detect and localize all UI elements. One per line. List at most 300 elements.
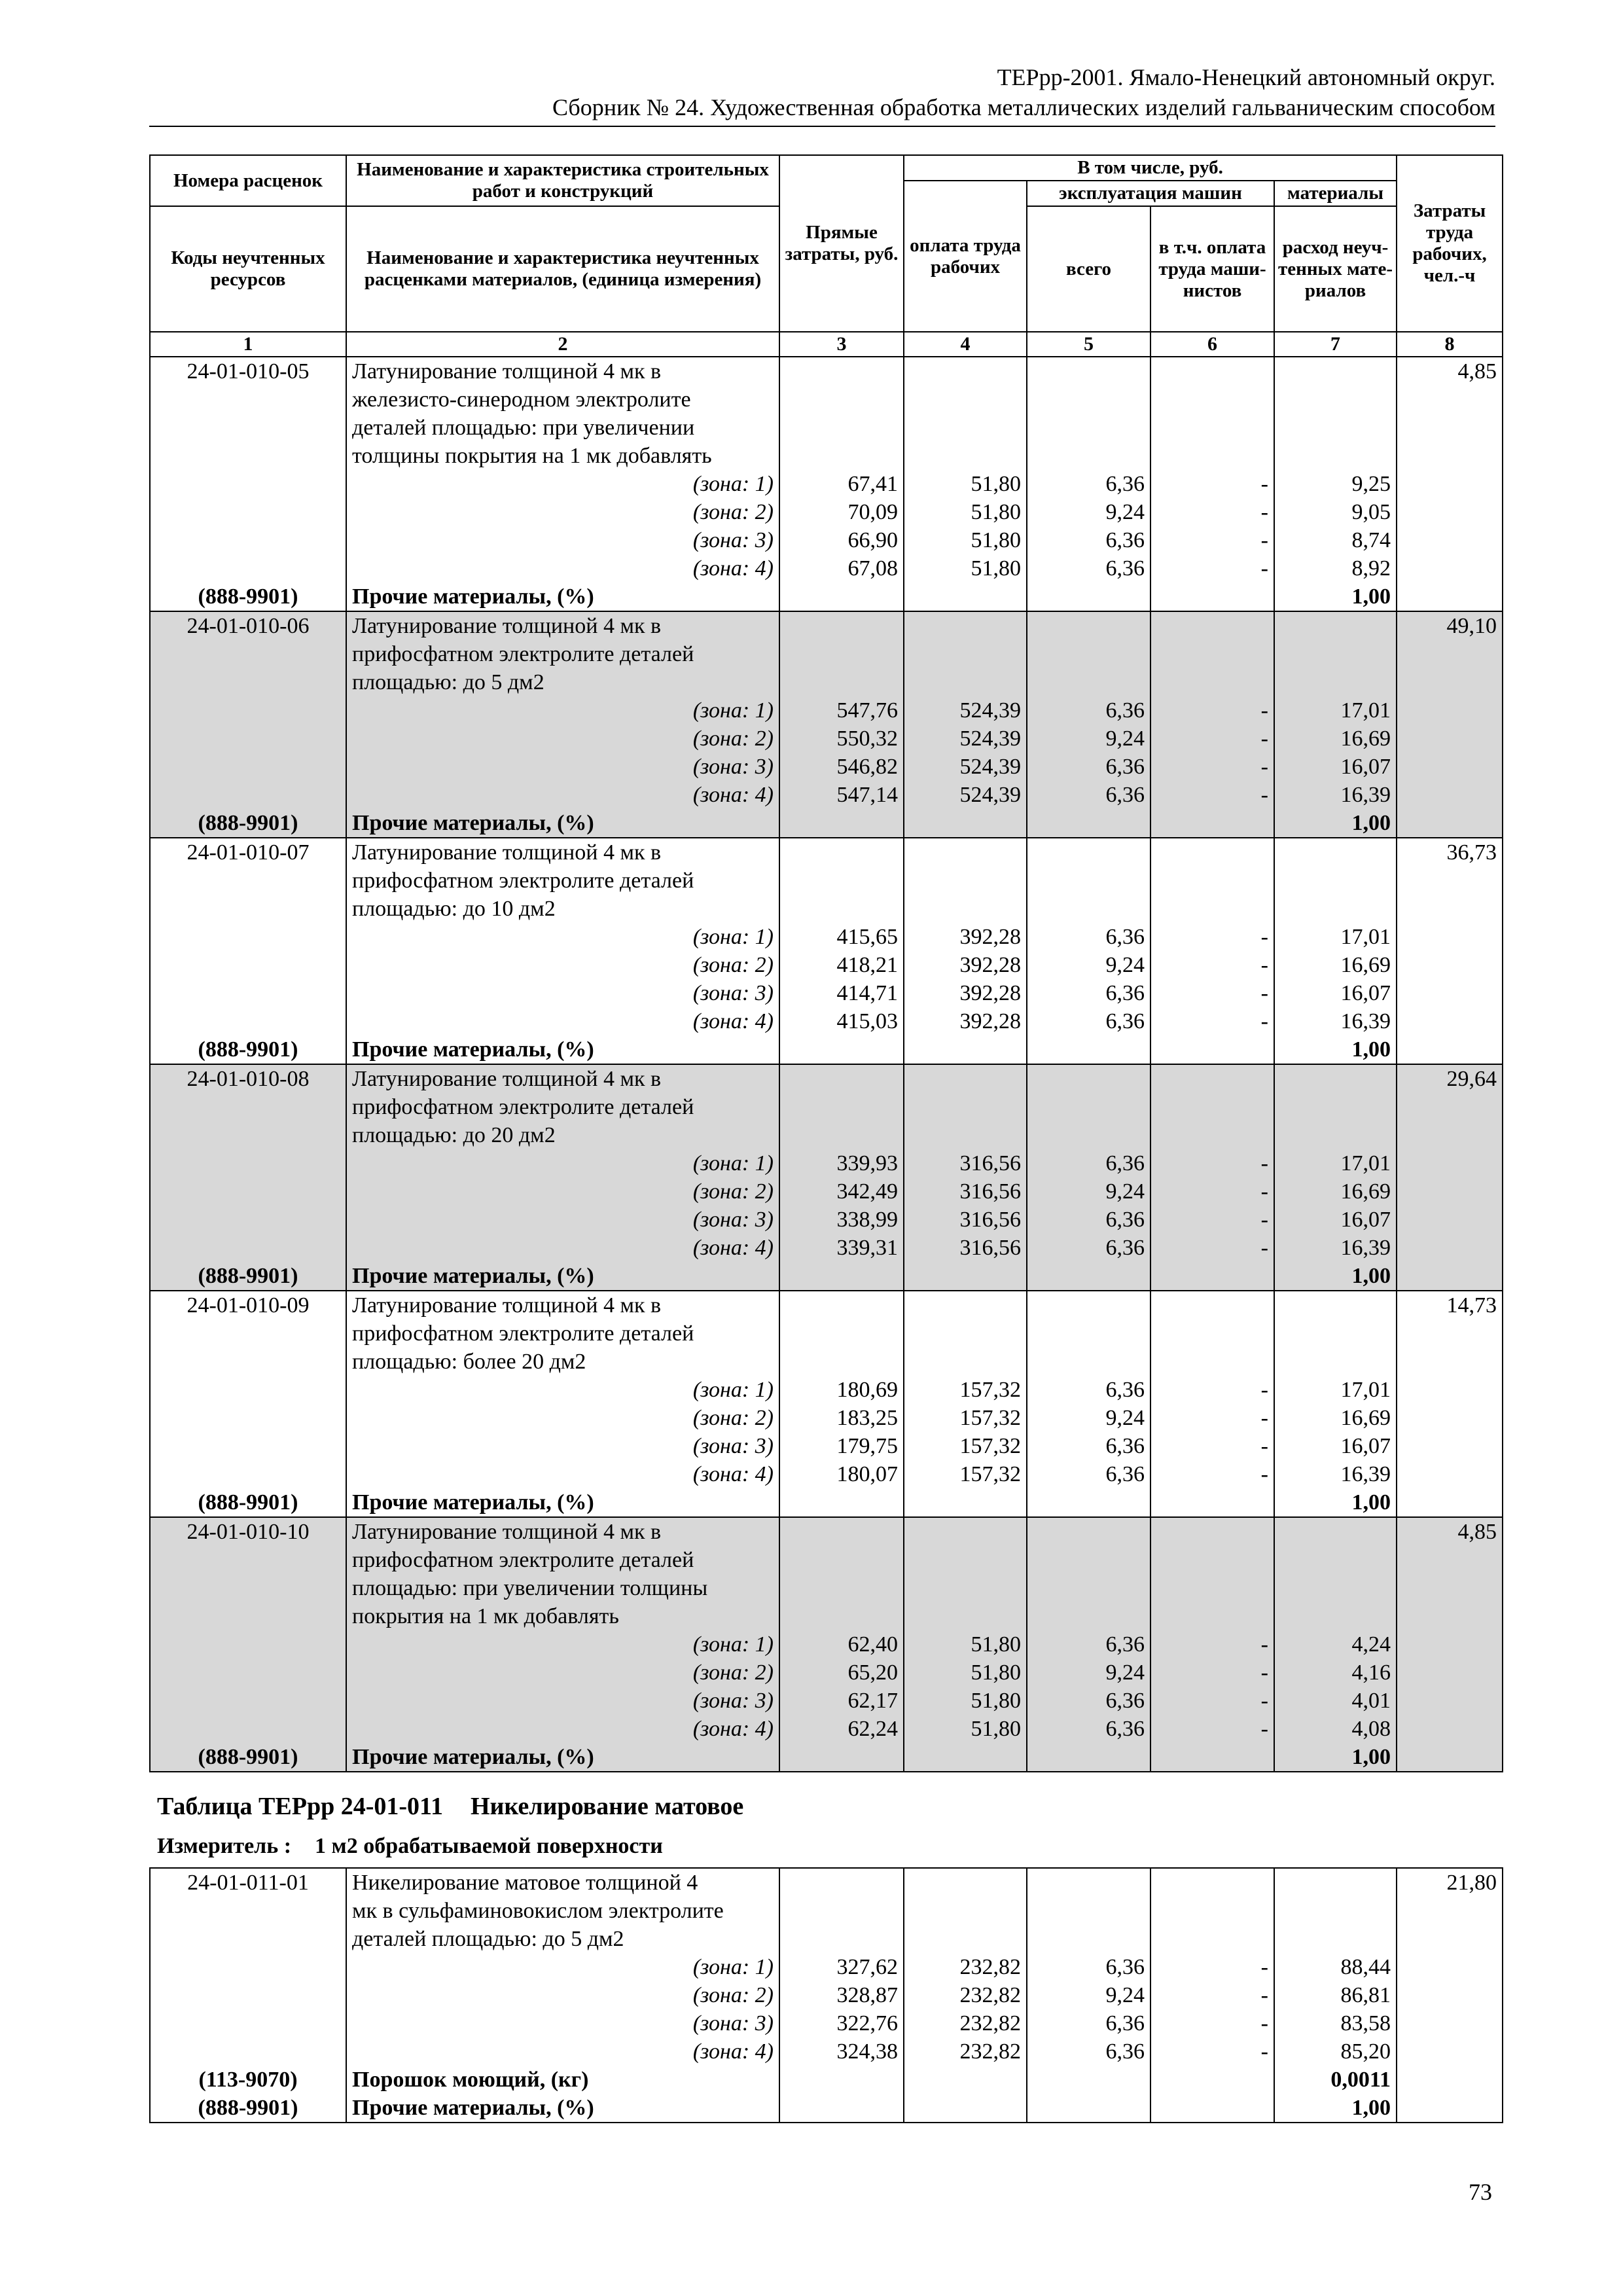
table-caption (157, 1792, 743, 1821)
empty-cell (150, 554, 346, 583)
machinists-cost: - (1150, 1953, 1274, 1981)
resource-code: (888-9901) (150, 809, 346, 838)
empty-cell (904, 1743, 1027, 1772)
col-number: 5 (1027, 332, 1150, 357)
zone-row (150, 1234, 1503, 1262)
resource-value: 1,00 (1274, 2094, 1397, 2123)
machines-cost: 6,36 (1027, 1687, 1150, 1715)
empty-cell (1150, 1291, 1274, 1319)
zone-label: (зона: 4) (346, 1715, 779, 1743)
wages-cost: 51,80 (904, 1715, 1027, 1743)
empty-cell (150, 1432, 346, 1460)
empty-cell (779, 640, 904, 668)
wages-cost: 157,32 (904, 1376, 1027, 1404)
zone-label: (зона: 3) (346, 979, 779, 1007)
description-row (150, 640, 1503, 668)
zone-row (150, 1432, 1503, 1460)
empty-cell (150, 1630, 346, 1659)
empty-cell (779, 867, 904, 895)
empty-cell (904, 1291, 1027, 1319)
zone-label: (зона: 2) (346, 1981, 779, 2009)
machines-cost: 6,36 (1027, 923, 1150, 951)
empty-cell (150, 1953, 346, 1981)
empty-cell (1397, 1093, 1503, 1121)
direct-cost: 67,08 (779, 554, 904, 583)
description-row (150, 386, 1503, 414)
resource-value: 1,00 (1274, 583, 1397, 611)
empty-cell (150, 979, 346, 1007)
empty-cell (1150, 357, 1274, 386)
description-row (150, 1574, 1503, 1602)
materials-cost: 85,20 (1274, 2037, 1397, 2066)
resource-row (150, 1262, 1503, 1291)
zone-row (150, 696, 1503, 725)
empty-cell (1150, 442, 1274, 470)
wages-cost: 51,80 (904, 1630, 1027, 1659)
empty-cell (1150, 838, 1274, 867)
zone-row (150, 470, 1503, 498)
empty-cell (1397, 1574, 1503, 1602)
description-row (150, 414, 1503, 442)
materials-cost: 16,39 (1274, 781, 1397, 809)
empty-cell (1397, 498, 1503, 526)
empty-cell (779, 668, 904, 696)
description-line: Латунирование толщиной 4 мк в (346, 611, 779, 640)
empty-cell (1274, 668, 1397, 696)
empty-cell (150, 1206, 346, 1234)
empty-cell (150, 1149, 346, 1177)
empty-cell (1027, 1743, 1150, 1772)
empty-cell (1150, 611, 1274, 640)
description-line: прифосфатном электролите деталей (346, 640, 779, 668)
resource-name: Порошок моющий, (кг) (346, 2066, 779, 2094)
empty-cell (1397, 1404, 1503, 1432)
direct-cost: 324,38 (779, 2037, 904, 2066)
machines-cost: 9,24 (1027, 951, 1150, 979)
empty-cell (1397, 1897, 1503, 1925)
wages-cost: 524,39 (904, 696, 1027, 725)
empty-cell (150, 1460, 346, 1488)
empty-cell (1027, 1093, 1150, 1121)
empty-cell (1397, 696, 1503, 725)
wages-cost: 316,56 (904, 1149, 1027, 1177)
materials-cost: 4,16 (1274, 1659, 1397, 1687)
empty-cell (150, 1897, 346, 1925)
th-naim-raboty: Наименование и характеристика строительных работ и конструкций (346, 155, 779, 206)
direct-cost: 327,62 (779, 1953, 904, 1981)
empty-cell (779, 583, 904, 611)
description-row (150, 668, 1503, 696)
empty-cell (904, 668, 1027, 696)
zone-row (150, 923, 1503, 951)
description-row (150, 1546, 1503, 1574)
empty-cell (1397, 1630, 1503, 1659)
labor-cost: 36,73 (1397, 838, 1503, 867)
direct-cost: 550,32 (779, 725, 904, 753)
zone-row (150, 2037, 1503, 2066)
machines-cost: 9,24 (1027, 725, 1150, 753)
empty-cell (150, 1925, 346, 1953)
col-number: 1 (150, 332, 346, 357)
description-line: площадью: при увеличении толщины (346, 1574, 779, 1602)
empty-cell (1397, 554, 1503, 583)
empty-cell (1397, 809, 1503, 838)
materials-cost: 17,01 (1274, 1376, 1397, 1404)
direct-cost: 179,75 (779, 1432, 904, 1460)
empty-cell (1150, 1262, 1274, 1291)
resource-code: (888-9901) (150, 583, 346, 611)
description-line: железисто-синеродном электролите (346, 386, 779, 414)
rate-code: 24-01-010-10 (150, 1517, 346, 1546)
empty-cell (1397, 583, 1503, 611)
zone-label: (зона: 4) (346, 1234, 779, 1262)
empty-cell (1027, 1319, 1150, 1348)
empty-cell (150, 1007, 346, 1035)
empty-cell (150, 1687, 346, 1715)
header-rule (149, 126, 1495, 127)
empty-cell (1397, 1925, 1503, 1953)
empty-cell (1397, 2009, 1503, 2037)
empty-cell (1397, 1348, 1503, 1376)
empty-cell (1027, 1064, 1150, 1093)
empty-cell (1027, 640, 1150, 668)
materials-cost: 16,39 (1274, 1234, 1397, 1262)
machinists-cost: - (1150, 923, 1274, 951)
empty-cell (1150, 2066, 1274, 2094)
description-line: деталей площадью: до 5 дм2 (346, 1925, 779, 1953)
zone-label: (зона: 4) (346, 554, 779, 583)
description-line: толщины покрытия на 1 мк добавлять (346, 442, 779, 470)
empty-cell (904, 583, 1027, 611)
empty-cell (150, 1659, 346, 1687)
empty-cell (150, 923, 346, 951)
direct-cost: 62,40 (779, 1630, 904, 1659)
machines-cost: 6,36 (1027, 979, 1150, 1007)
description-line: площадью: более 20 дм2 (346, 1348, 779, 1376)
wages-cost: 524,39 (904, 753, 1027, 781)
machinists-cost: - (1150, 1206, 1274, 1234)
machines-cost: 9,24 (1027, 1659, 1150, 1687)
machinists-cost: - (1150, 1234, 1274, 1262)
resource-name: Прочие материалы, (%) (346, 2094, 779, 2123)
empty-cell (779, 1319, 904, 1348)
wages-cost: 392,28 (904, 1007, 1027, 1035)
machinists-cost: - (1150, 979, 1274, 1007)
zone-row (150, 1715, 1503, 1743)
col-number: 3 (779, 332, 904, 357)
empty-cell (904, 357, 1027, 386)
empty-cell (779, 1868, 904, 1897)
th-materialy: материалы (1274, 181, 1397, 206)
col-number: 6 (1150, 332, 1274, 357)
empty-cell (779, 1348, 904, 1376)
empty-cell (904, 1093, 1027, 1121)
empty-cell (779, 1035, 904, 1064)
price-table (149, 154, 1503, 1772)
empty-cell (1397, 867, 1503, 895)
direct-cost: 67,41 (779, 470, 904, 498)
machinists-cost: - (1150, 725, 1274, 753)
empty-cell (779, 1897, 904, 1925)
empty-cell (150, 668, 346, 696)
th-ekspl-mashin: эксплуатация машин (1027, 181, 1274, 206)
empty-cell (1274, 357, 1397, 386)
page-number: 73 (1469, 2179, 1492, 2205)
empty-cell (1027, 1897, 1150, 1925)
zone-row (150, 781, 1503, 809)
empty-cell (1397, 725, 1503, 753)
wages-cost: 51,80 (904, 1659, 1027, 1687)
wages-cost: 157,32 (904, 1404, 1027, 1432)
empty-cell (904, 1868, 1027, 1897)
empty-cell (904, 2094, 1027, 2123)
empty-cell (150, 1981, 346, 2009)
empty-cell (1150, 1574, 1274, 1602)
machinists-cost: - (1150, 1007, 1274, 1035)
materials-cost: 83,58 (1274, 2009, 1397, 2037)
zone-row (150, 1659, 1503, 1687)
machines-cost: 6,36 (1027, 753, 1150, 781)
description-line: площадью: до 10 дм2 (346, 895, 779, 923)
zone-label: (зона: 3) (346, 1687, 779, 1715)
wages-cost: 392,28 (904, 979, 1027, 1007)
resource-name: Прочие материалы, (%) (346, 1743, 779, 1772)
empty-cell (779, 414, 904, 442)
materials-cost: 9,25 (1274, 470, 1397, 498)
materials-cost: 16,69 (1274, 1177, 1397, 1206)
description-row (150, 1348, 1503, 1376)
materials-cost: 16,07 (1274, 753, 1397, 781)
rate-code: 24-01-010-08 (150, 1064, 346, 1093)
empty-cell (1027, 1602, 1150, 1630)
empty-cell (1027, 1546, 1150, 1574)
empty-cell (904, 867, 1027, 895)
machinists-cost: - (1150, 1149, 1274, 1177)
materials-cost: 16,69 (1274, 951, 1397, 979)
th-nomera: Номера расценок (150, 155, 346, 206)
empty-cell (1397, 753, 1503, 781)
machinists-cost: - (1150, 470, 1274, 498)
machines-cost: 6,36 (1027, 1234, 1150, 1262)
zone-row (150, 498, 1503, 526)
empty-cell (1150, 809, 1274, 838)
resource-row (150, 809, 1503, 838)
zone-label: (зона: 1) (346, 1630, 779, 1659)
wages-cost: 157,32 (904, 1460, 1027, 1488)
zone-label: (зона: 3) (346, 753, 779, 781)
empty-cell (1150, 668, 1274, 696)
empty-cell (1150, 1488, 1274, 1517)
empty-cell (904, 1064, 1027, 1093)
machinists-cost: - (1150, 1460, 1274, 1488)
rate-code: 24-01-010-09 (150, 1291, 346, 1319)
description-row (150, 1897, 1503, 1925)
empty-cell (1027, 414, 1150, 442)
empty-cell (1274, 1319, 1397, 1348)
zone-row (150, 1404, 1503, 1432)
empty-cell (1397, 1376, 1503, 1404)
zone-label: (зона: 2) (346, 1659, 779, 1687)
description-row (150, 611, 1503, 640)
empty-cell (779, 442, 904, 470)
empty-cell (1397, 1262, 1503, 1291)
direct-cost: 65,20 (779, 1659, 904, 1687)
resource-row (150, 2094, 1503, 2123)
description-row (150, 442, 1503, 470)
description-line: деталей площадью: при увеличении (346, 414, 779, 442)
th-vsego: всего (1027, 206, 1150, 332)
empty-cell (1150, 1064, 1274, 1093)
empty-cell (1397, 1981, 1503, 2009)
description-line: прифосфатном электролите деталей (346, 867, 779, 895)
empty-cell (1150, 583, 1274, 611)
description-row (150, 1121, 1503, 1149)
resource-value: 1,00 (1274, 809, 1397, 838)
empty-cell (1150, 1121, 1274, 1149)
running-header-title: ТЕРрр-2001. Ямало-Ненецкий автономный округ. (997, 64, 1495, 90)
zone-label: (зона: 2) (346, 1404, 779, 1432)
empty-cell (1150, 1517, 1274, 1546)
wages-cost: 232,82 (904, 1981, 1027, 2009)
machines-cost: 6,36 (1027, 1149, 1150, 1177)
empty-cell (150, 640, 346, 668)
zone-label: (зона: 1) (346, 1149, 779, 1177)
machinists-cost: - (1150, 1715, 1274, 1743)
empty-cell (150, 414, 346, 442)
empty-cell (779, 1925, 904, 1953)
description-row (150, 1064, 1503, 1093)
empty-cell (779, 809, 904, 838)
zone-label: (зона: 4) (346, 2037, 779, 2066)
machines-cost: 9,24 (1027, 1404, 1150, 1432)
empty-cell (779, 1602, 904, 1630)
empty-cell (1397, 1234, 1503, 1262)
description-line: Никелирование матовое толщиной 4 (346, 1868, 779, 1897)
empty-cell (1274, 867, 1397, 895)
empty-cell (779, 1743, 904, 1772)
zone-label: (зона: 2) (346, 1177, 779, 1206)
empty-cell (1150, 1602, 1274, 1630)
empty-cell (1274, 895, 1397, 923)
machines-cost: 9,24 (1027, 1981, 1150, 2009)
direct-cost: 322,76 (779, 2009, 904, 2037)
description-line: Латунирование толщиной 4 мк в (346, 357, 779, 386)
direct-cost: 415,03 (779, 1007, 904, 1035)
empty-cell (1397, 1206, 1503, 1234)
empty-cell (1397, 1319, 1503, 1348)
empty-cell (1397, 386, 1503, 414)
machinists-cost: - (1150, 2037, 1274, 2066)
labor-cost: 29,64 (1397, 1064, 1503, 1093)
direct-cost: 415,65 (779, 923, 904, 951)
empty-cell (1397, 442, 1503, 470)
empty-cell (150, 1121, 346, 1149)
table-caption-title: Никелирование матовое (470, 1793, 744, 1820)
price-table-2 (149, 1867, 1503, 2123)
wages-cost: 316,56 (904, 1177, 1027, 1206)
resource-code: (113-9070) (150, 2066, 346, 2094)
empty-cell (904, 2066, 1027, 2094)
direct-cost: 180,07 (779, 1460, 904, 1488)
description-row (150, 357, 1503, 386)
machines-cost: 6,36 (1027, 1206, 1150, 1234)
empty-cell (1027, 1121, 1150, 1149)
zone-row (150, 1177, 1503, 1206)
materials-cost: 17,01 (1274, 696, 1397, 725)
empty-cell (779, 2094, 904, 2123)
zone-label: (зона: 2) (346, 498, 779, 526)
direct-cost: 62,24 (779, 1715, 904, 1743)
machinists-cost: - (1150, 753, 1274, 781)
empty-cell (1027, 2066, 1150, 2094)
empty-cell (1274, 1517, 1397, 1546)
col-number: 2 (346, 332, 779, 357)
machines-cost: 9,24 (1027, 1177, 1150, 1206)
resource-name: Прочие материалы, (%) (346, 583, 779, 611)
empty-cell (1150, 1868, 1274, 1897)
empty-cell (1027, 1574, 1150, 1602)
machinists-cost: - (1150, 498, 1274, 526)
labor-cost: 49,10 (1397, 611, 1503, 640)
resource-value: 1,00 (1274, 1262, 1397, 1291)
wages-cost: 524,39 (904, 725, 1027, 753)
machines-cost: 6,36 (1027, 1460, 1150, 1488)
empty-cell (1274, 1574, 1397, 1602)
th-kody: Коды неучтенных ресурсов (150, 206, 346, 332)
empty-cell (150, 1177, 346, 1206)
th-v-tom-chisle: В том числе, руб. (904, 155, 1397, 181)
empty-cell (150, 781, 346, 809)
empty-cell (904, 1574, 1027, 1602)
col-number: 8 (1397, 332, 1503, 357)
description-row (150, 867, 1503, 895)
empty-cell (1274, 1546, 1397, 1574)
empty-cell (904, 611, 1027, 640)
empty-cell (1397, 1121, 1503, 1149)
empty-cell (904, 1546, 1027, 1574)
empty-cell (1027, 867, 1150, 895)
empty-cell (1027, 1868, 1150, 1897)
empty-cell (1150, 1743, 1274, 1772)
th-rashod: расход неуч-тенных мате-риалов (1274, 206, 1397, 332)
resource-value: 1,00 (1274, 1488, 1397, 1517)
machines-cost: 6,36 (1027, 1715, 1150, 1743)
labor-cost: 4,85 (1397, 357, 1503, 386)
description-row (150, 1602, 1503, 1630)
empty-cell (904, 1319, 1027, 1348)
empty-cell (150, 2009, 346, 2037)
empty-cell (1397, 2037, 1503, 2066)
machinists-cost: - (1150, 1630, 1274, 1659)
empty-cell (779, 357, 904, 386)
empty-cell (150, 1546, 346, 1574)
description-row (150, 1517, 1503, 1546)
rate-code: 24-01-010-07 (150, 838, 346, 867)
wages-cost: 316,56 (904, 1234, 1027, 1262)
materials-cost: 16,39 (1274, 1460, 1397, 1488)
wages-cost: 392,28 (904, 951, 1027, 979)
empty-cell (150, 1348, 346, 1376)
empty-cell (1027, 442, 1150, 470)
machinists-cost: - (1150, 1404, 1274, 1432)
machinists-cost: - (1150, 951, 1274, 979)
materials-cost: 88,44 (1274, 1953, 1397, 1981)
empty-cell (1027, 1517, 1150, 1546)
machines-cost: 6,36 (1027, 526, 1150, 554)
empty-cell (1397, 951, 1503, 979)
machinists-cost: - (1150, 781, 1274, 809)
zone-label: (зона: 1) (346, 1376, 779, 1404)
